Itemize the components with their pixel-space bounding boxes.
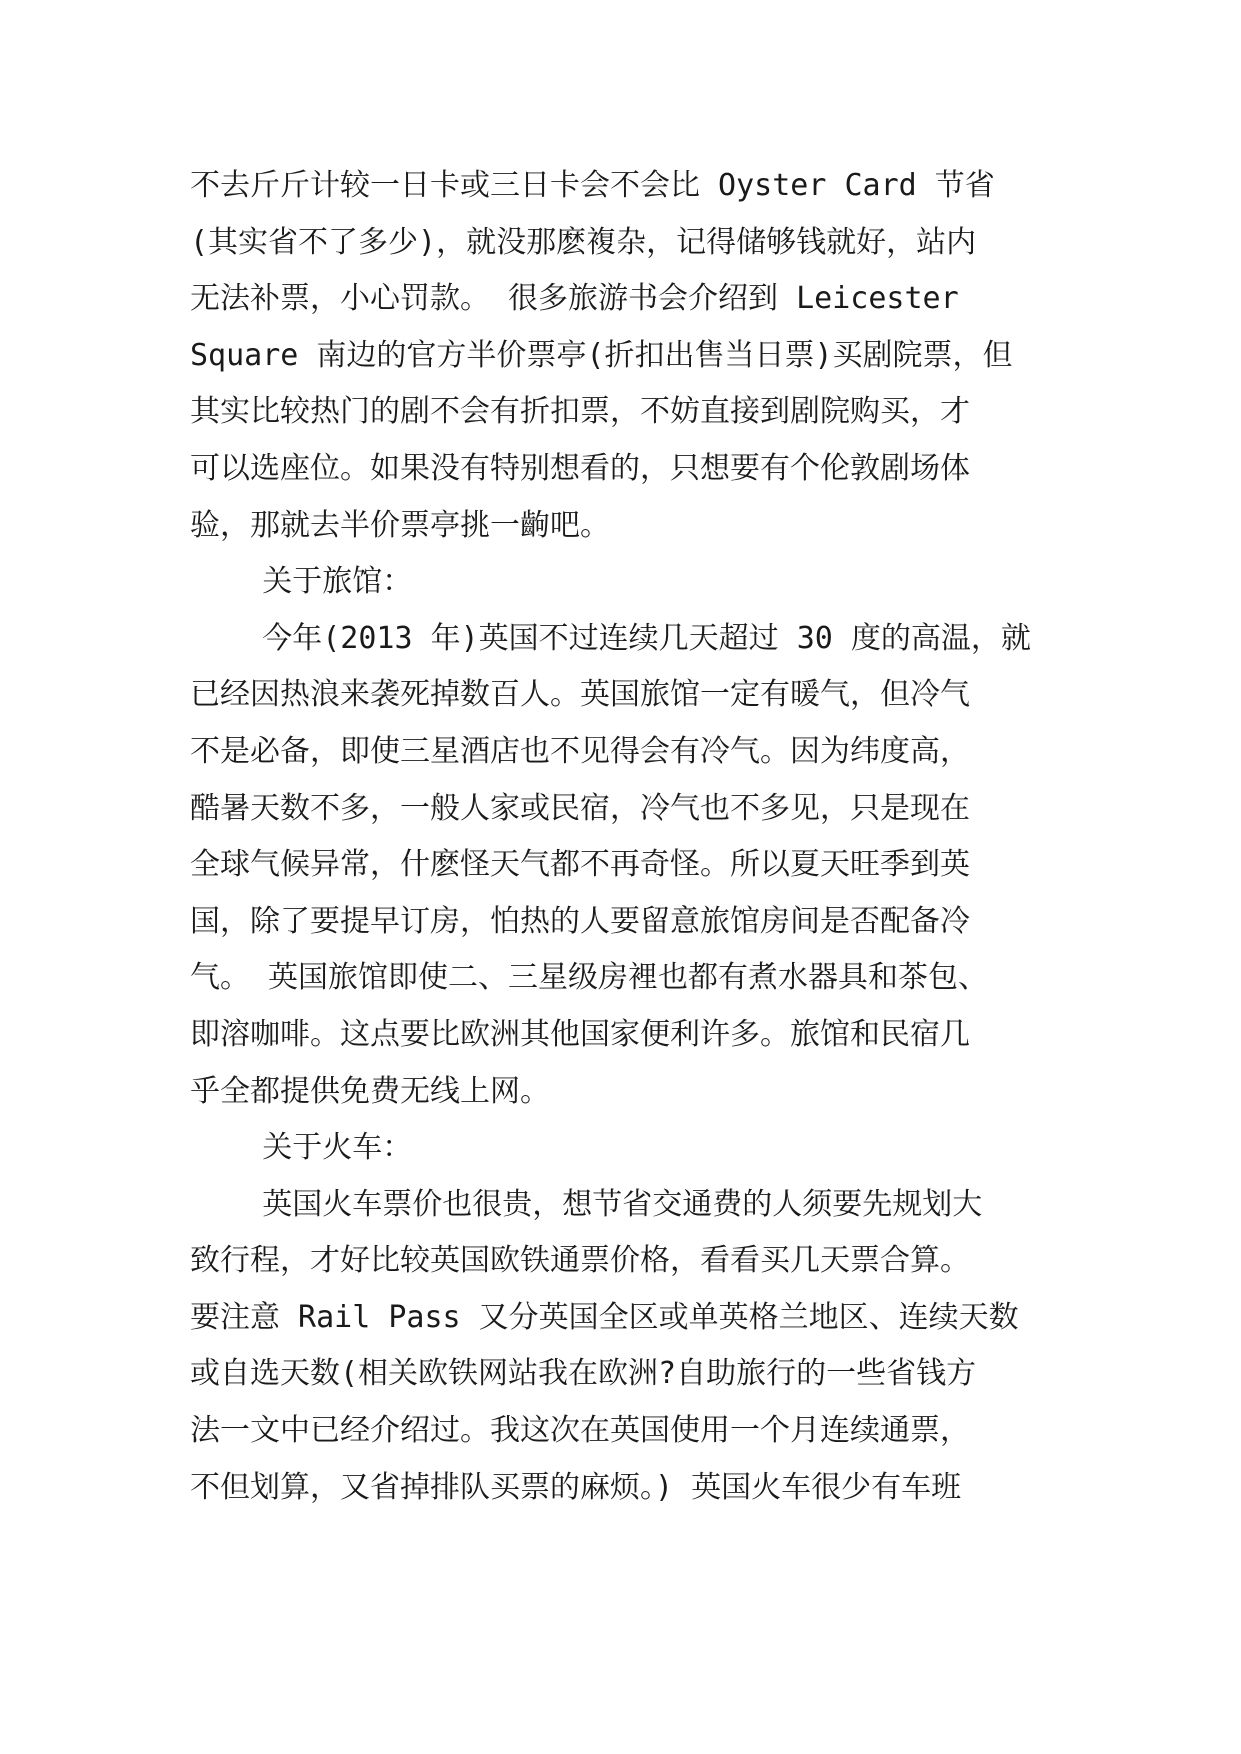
text-line: 乎全都提供免费无线上网。 bbox=[190, 1073, 550, 1109]
text-line: 即溶咖啡。这点要比欧洲其他国家便利许多。旅馆和民宿几 bbox=[190, 1016, 970, 1052]
text-line: 不是必备，即使三星酒店也不见得会有冷气。因为纬度高， bbox=[190, 733, 970, 769]
text-line: 或自选天数(相关欧铁网站我在欧洲?自助旅行的一些省钱方 bbox=[190, 1356, 977, 1392]
text-line: 英国火车票价也很贵，想节省交通费的人须要先规划大 bbox=[190, 1186, 983, 1222]
text-line: 其实比较热门的剧不会有折扣票，不妨直接到剧院购买，才 bbox=[190, 394, 970, 430]
text-line: 国，除了要提早订房，怕热的人要留意旅馆房间是否配备冷 bbox=[190, 903, 970, 939]
text-line: (其实省不了多少)，就没那麽複杂，记得储够钱就好，站内 bbox=[190, 224, 977, 260]
text-line: 无法补票，小心罚款。 很多旅游书会介绍到 Leicester bbox=[190, 281, 959, 317]
text-line: 不但划算，又省掉排队买票的麻烦。) 英国火车很少有车班 bbox=[190, 1469, 962, 1505]
text-line: 验，那就去半价票亭挑一齣吧。 bbox=[190, 507, 610, 543]
text-line: 不去斤斤计较一日卡或三日卡会不会比 Oyster Card 节省 bbox=[190, 168, 995, 203]
text-line: 全球气候异常，什麽怪天气都不再奇怪。所以夏天旺季到英 bbox=[190, 847, 970, 883]
text-line: 法一文中已经介绍过。我这次在英国使用一个月连续通票， bbox=[190, 1413, 970, 1449]
text-line: 今年(2013 年)英国不过连续几天超过 30 度的高温，就 bbox=[190, 620, 1031, 656]
document-body bbox=[190, 158, 1050, 1516]
text-line: 气。 英国旅馆即使二、三星级房裡也都有煮水器具和茶包、 bbox=[190, 960, 989, 996]
section-heading-hotels: 关于旅馆： bbox=[190, 564, 413, 600]
text-line: 可以选座位。如果没有特别想看的，只想要有个伦敦剧场体 bbox=[190, 450, 970, 486]
text-line: 致行程，才好比较英国欧铁通票价格，看看买几天票合算。 bbox=[190, 1243, 970, 1279]
text-line: 已经因热浪来袭死掉数百人。英国旅馆一定有暖气，但冷气 bbox=[190, 677, 970, 713]
section-heading-trains: 关于火车： bbox=[190, 1130, 413, 1166]
text-line: 要注意 Rail Pass 又分英国全区或单英格兰地区、连续天数 bbox=[190, 1299, 1019, 1335]
text-line: Square 南边的官方半价票亭(折扣出售当日票)买剧院票，但 bbox=[190, 337, 1013, 373]
text-line: 酷暑天数不多，一般人家或民宿，冷气也不多见，只是现在 bbox=[190, 790, 970, 826]
